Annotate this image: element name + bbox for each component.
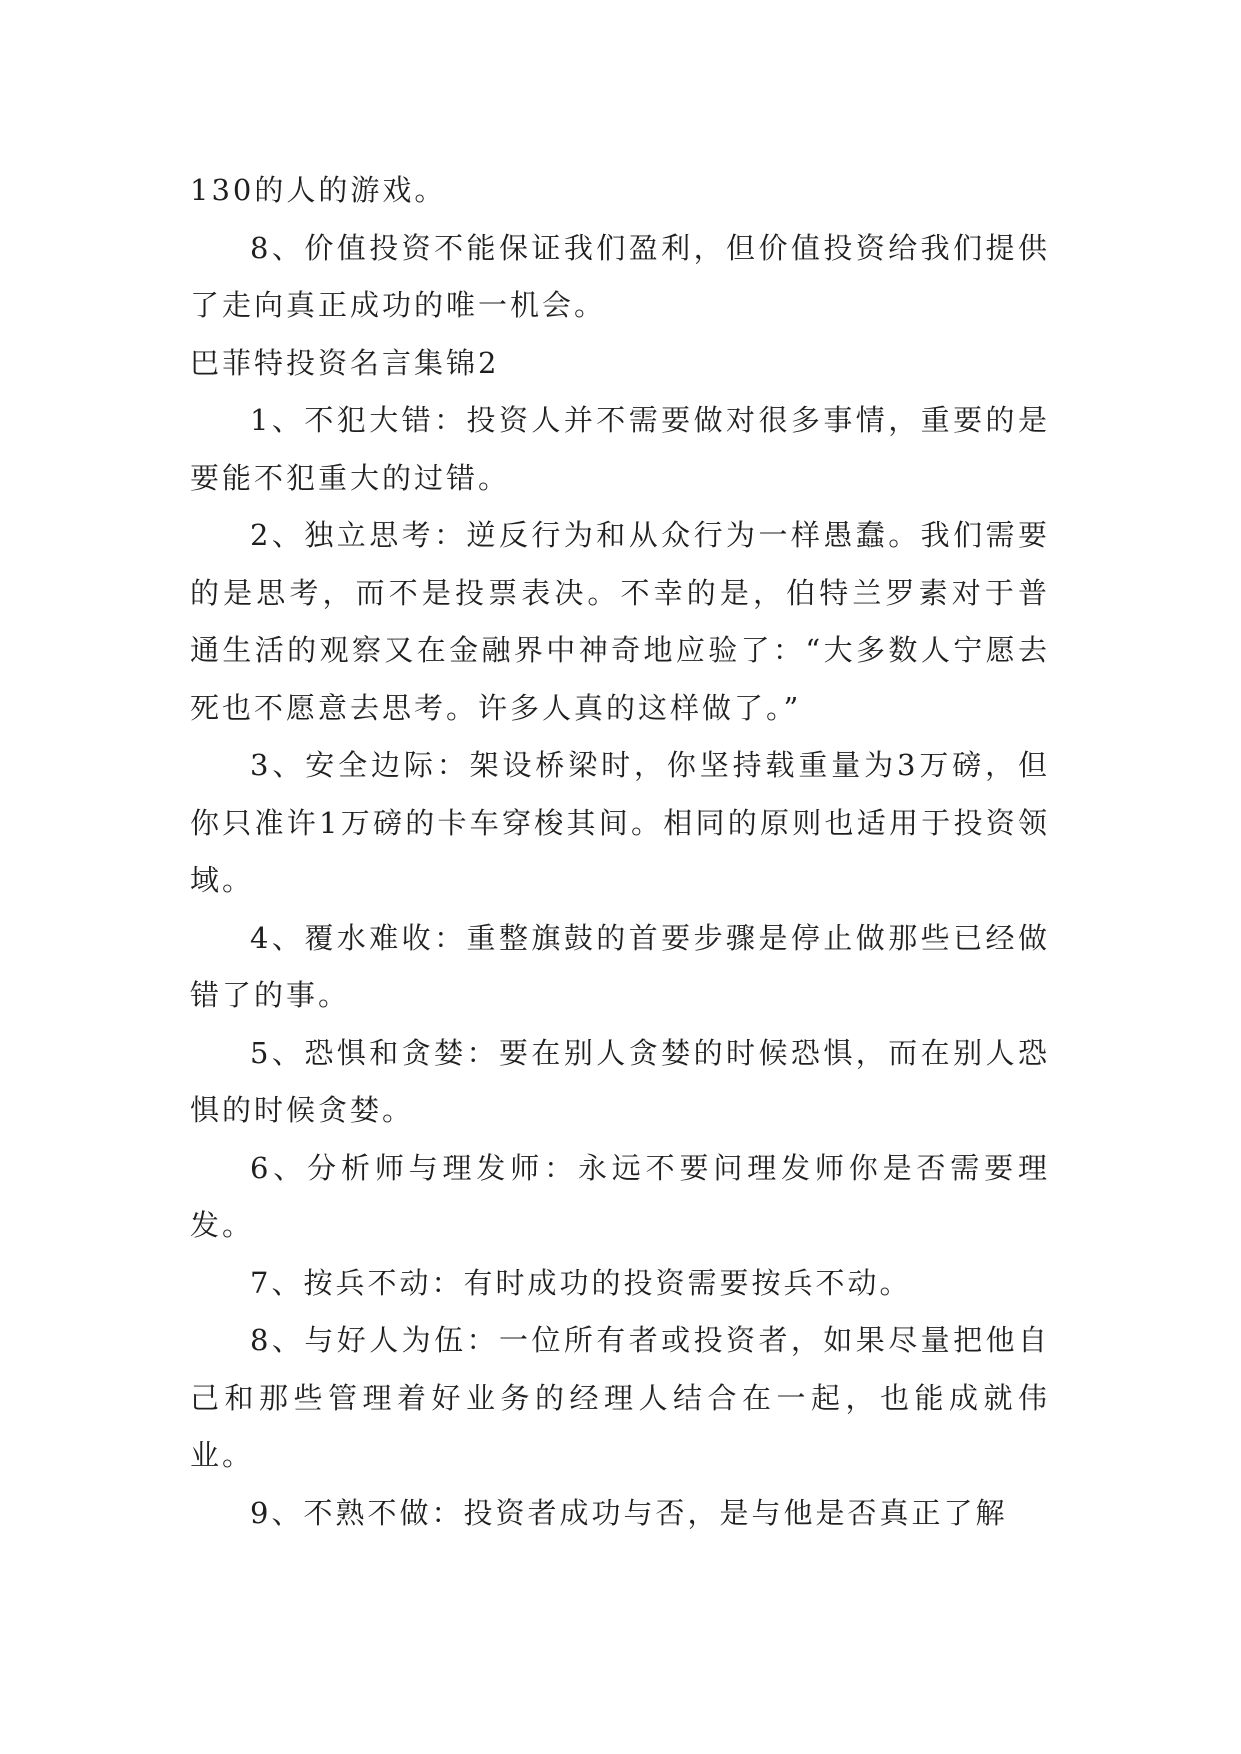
paragraph-item-7: 7、按兵不动：有时成功的投资需要按兵不动。 — [250, 1265, 912, 1300]
paragraph-item-3: 3、安全边际：架设桥梁时，你坚持载重量为3万磅，但你只准许1万磅的卡车穿梭其间。相同的原则也适用于投资领域。 — [190, 748, 1050, 897]
paragraph-continuation: 130的人的游戏。 — [190, 173, 447, 207]
paragraph-item-5: 5、恐惧和贪婪：要在别人贪婪的时候恐惧，而在别人恐惧的时候贪婪。 — [190, 1035, 1050, 1127]
paragraph-item-8b: 8、与好人为伍：一位所有者或投资者，如果尽量把他自己和那些管理着好业务的经理人结合在一起，也能成就伟业。 — [190, 1323, 1050, 1472]
document-body — [190, 162, 1050, 1542]
paragraph-item-1: 1、不犯大错：投资人并不需要做对很多事情，重要的是要能不犯重大的过错。 — [190, 403, 1050, 495]
paragraph-item-6: 6、分析师与理发师：永远不要问理发师你是否需要理发。 — [190, 1150, 1050, 1242]
paragraph-item-4: 4、覆水难收：重整旗鼓的首要步骤是停止做那些已经做错了的事。 — [190, 920, 1050, 1012]
paragraph-item-9: 9、不熟不做：投资者成功与否，是与他是否真正了解 — [250, 1495, 1008, 1530]
paragraph-item-2: 2、独立思考：逆反行为和从众行为一样愚蠢。我们需要的是思考，而不是投票表决。不幸的是，伯特兰罗素对于普通生活的观察又在金融界中神奇地应验了：“大多数人宁愿去死也不愿意去思考。许多人真的这样做了。” — [190, 518, 1050, 725]
section-heading: 巴菲特投资名言集锦2 — [190, 345, 500, 380]
paragraph-item-8: 8、价值投资不能保证我们盈利，但价值投资给我们提供了走向真正成功的唯一机会。 — [190, 230, 1050, 322]
